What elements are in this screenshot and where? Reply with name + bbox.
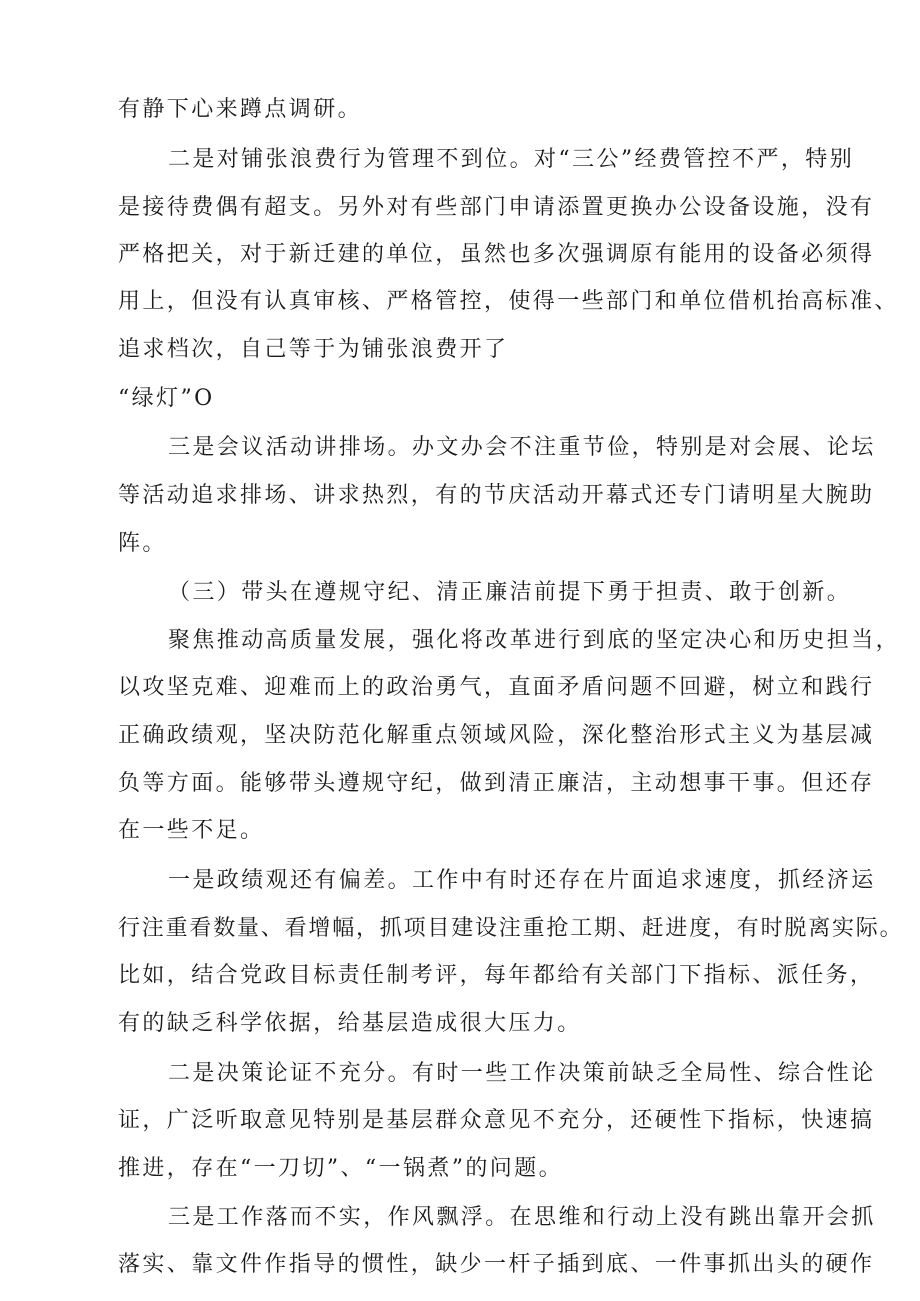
text-line: 有的缺乏科学依据，给基层造成很大压力。 [118, 1011, 582, 1036]
text-line: 聚焦推动高质量发展，强化将改革进行到底的坚定决心和历史担当， [168, 628, 901, 653]
text-line: 二是决策论证不充分。有时一些工作决策前缺乏全局性、综合性论 [168, 1061, 876, 1086]
text-line: 正确政绩观，坚决防范化解重点领域风险，深化整治形式主义为基层减 [118, 723, 875, 748]
section-heading: （三）带头在遵规守纪、清正廉洁前提下勇于担责、敢于创新。 [168, 580, 852, 605]
text-line: 证，广泛听取意见特别是基层群众意见不充分，还硬性下指标，快速搞 [118, 1108, 875, 1133]
text-line: 负等方面。能够带头遵规守纪，做到清正廉洁，主动想事干事。但还存 [118, 771, 875, 796]
text-line: “绿灯”O [118, 386, 215, 411]
text-line: 在一些不足。 [118, 818, 265, 843]
text-line: 等活动追求排场、讲求热烈，有的节庆活动开幕式还专门请明星大腕助 [118, 483, 875, 508]
text-line: 比如，结合党政目标责任制考评，每年都给有关部门下指标、派任务， [118, 963, 875, 988]
text-line: 阵。 [118, 531, 167, 556]
text-line: 以攻坚克难、迎难而上的政治勇气，直面矛盾问题不回避，树立和践行 [118, 675, 875, 700]
text-line: 三是会议活动讲排场。办文办会不注重节俭，特别是对会展、论坛 [168, 435, 876, 460]
text-line: 三是工作落而不实，作风飘浮。在思维和行动上没有跳出靠开会抓 [168, 1205, 876, 1230]
text-line: 是接待费偶有超支。另外对有些部门申请添置更换办公设备设施，没有 [118, 195, 875, 220]
text-line: 追求档次，自己等于为铺张浪费开了 [118, 337, 509, 362]
text-line: 推进，存在“一刀切”、“一锅煮”的问题。 [118, 1156, 563, 1181]
text-line: 行注重看数量、看增幅，抓项目建设注重抢工期、赶进度，有时脱离实际。 [118, 916, 904, 941]
text-line: 落实、靠文件作指导的惯性，缺少一杆子插到底、一件事抓出头的硬作 [118, 1252, 875, 1277]
text-line: 二是对铺张浪费行为管理不到位。对“三公”经费管控不严，特别 [168, 147, 855, 172]
text-line: 用上，但没有认真审核、严格管控，使得一些部门和单位借机抬高标准、 [118, 289, 899, 314]
text-line: 严格把关，对于新迁建的单位，虽然也多次强调原有能用的设备必须得 [118, 242, 875, 267]
text-line: 一是政绩观还有偏差。工作中有时还存在片面追求速度，抓经济运 [168, 868, 876, 893]
text-line: 有静下心来蹲点调研。 [118, 97, 363, 122]
